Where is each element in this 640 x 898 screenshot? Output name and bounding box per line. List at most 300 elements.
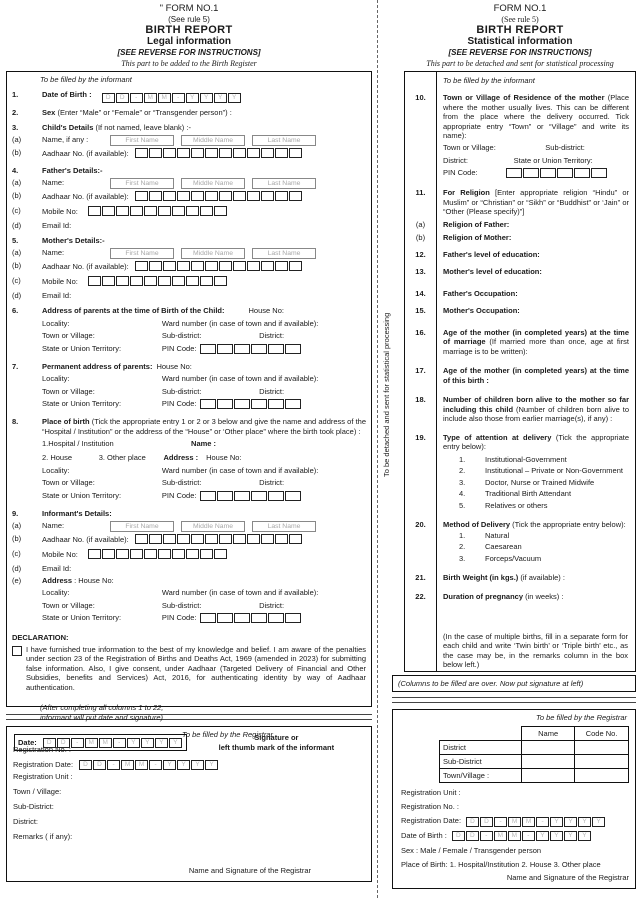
- place-option-hospital[interactable]: 1.Hospital / Institution: [42, 439, 114, 448]
- age-at-marriage-label[interactable]: Age of the mother (in completed years) at the time of marriage: [443, 327, 629, 346]
- char-box[interactable]: [177, 534, 190, 544]
- char-box[interactable]: Y: [163, 760, 176, 770]
- place-of-birth-selection-line[interactable]: Place of Birth: 1. Hospital/Institution 2. House 3. Other place: [401, 860, 601, 869]
- ward-label: Ward number (in case of town and if available):: [161, 374, 319, 383]
- mother-aadhaar-boxes[interactable]: [135, 261, 303, 274]
- pregnancy-duration-label[interactable]: Duration of pregnancy: [443, 591, 524, 601]
- form-subtitle: Statistical information: [467, 36, 573, 47]
- child-middle-name-field[interactable]: Middle Name: [181, 135, 245, 146]
- registrar-remarks-label[interactable]: Remarks ( if any):: [13, 832, 73, 841]
- char-box[interactable]: [163, 534, 176, 544]
- subdistrict-label: Sub-district:: [545, 143, 585, 152]
- children-born-label[interactable]: Number of children born alive to the mother so far including this child: [443, 395, 629, 414]
- char-box[interactable]: [149, 534, 162, 544]
- child-aadhaar-row: [12, 148, 366, 161]
- char-box[interactable]: [214, 206, 227, 216]
- char-box[interactable]: [285, 613, 301, 623]
- char-box[interactable]: -: [480, 831, 493, 841]
- char-box[interactable]: M: [135, 760, 148, 770]
- registrar-section-left: [6, 726, 372, 882]
- permanent-address-label: Permanent address of parents:: [42, 361, 153, 371]
- char-box[interactable]: [275, 534, 288, 544]
- age-at-birth-label[interactable]: Age of the mother (in completed years) at the time of this birth :: [443, 366, 629, 385]
- informant-mobile-boxes[interactable]: [88, 549, 228, 562]
- char-box[interactable]: [200, 399, 216, 409]
- sex-label: Sex: [42, 108, 56, 117]
- date-of-birth-label: Date of Birth :: [401, 830, 447, 840]
- informant-details-label: Informant's Details:: [42, 508, 112, 518]
- char-box[interactable]: [217, 344, 233, 354]
- registration-unit-label[interactable]: Registration Unit :: [13, 772, 73, 781]
- item-informant-details: [12, 509, 366, 519]
- char-box[interactable]: [268, 613, 284, 623]
- mother-middle-name-field[interactable]: Middle Name: [181, 248, 245, 259]
- form-note: This part to be detached and sent for statistical processing: [426, 59, 614, 68]
- char-box[interactable]: [247, 148, 260, 158]
- char-box[interactable]: [149, 191, 162, 201]
- date-of-birth-boxes[interactable]: [102, 92, 242, 103]
- father-middle-name-field[interactable]: Middle Name: [181, 178, 245, 189]
- option-item[interactable]: 4. Traditional Birth Attendant: [459, 489, 572, 498]
- char-box[interactable]: [158, 276, 171, 286]
- mother-mobile-boxes[interactable]: [88, 276, 228, 289]
- pin-label: PIN Code:: [161, 399, 197, 408]
- item-address-at-birth: [12, 306, 366, 357]
- char-box[interactable]: [186, 276, 199, 286]
- sub-letter: (d): [12, 563, 22, 573]
- district-name-cell[interactable]: [522, 741, 575, 755]
- registrar-signature-label[interactable]: Name and Signature of the Registrar: [506, 873, 629, 882]
- item-residence-of-mother: [405, 93, 631, 181]
- district-row-label: District: [440, 741, 522, 755]
- char-box[interactable]: -: [149, 760, 162, 770]
- item-number: 3.: [12, 123, 19, 132]
- char-box[interactable]: [251, 399, 267, 409]
- char-box[interactable]: [506, 168, 522, 178]
- declaration-checkbox[interactable]: [12, 646, 22, 656]
- char-box[interactable]: [591, 168, 607, 178]
- char-box[interactable]: [540, 168, 556, 178]
- subdistrict-name-cell[interactable]: [522, 755, 575, 769]
- item-place-of-birth: [12, 417, 366, 504]
- email-label: Email Id:: [42, 563, 72, 573]
- religion-of-mother-label[interactable]: Religion of Mother:: [443, 232, 512, 242]
- char-box[interactable]: [247, 261, 260, 271]
- residence-hint: (Place where the mother usually lives. This can be different from the place where the delivery occurred. Tick appropriate entry “Town” or “Village” and write its name):: [443, 93, 630, 140]
- char-box[interactable]: Y: [177, 760, 190, 770]
- char-box[interactable]: [247, 534, 260, 544]
- form-rule: (See rule 5): [501, 15, 539, 24]
- char-box[interactable]: [200, 276, 213, 286]
- char-box[interactable]: M: [99, 738, 112, 748]
- char-box[interactable]: [289, 534, 302, 544]
- char-box[interactable]: [219, 148, 232, 158]
- char-box[interactable]: [149, 148, 162, 158]
- char-box[interactable]: Y: [578, 831, 591, 841]
- char-box[interactable]: Y: [127, 738, 140, 748]
- district-label: District:: [443, 155, 468, 165]
- item-attention-at-delivery: [405, 433, 631, 511]
- char-box[interactable]: [233, 148, 246, 158]
- char-box[interactable]: D: [466, 831, 479, 841]
- char-box[interactable]: -: [71, 738, 84, 748]
- char-box[interactable]: [177, 191, 190, 201]
- char-box[interactable]: [172, 206, 185, 216]
- pin-code-boxes[interactable]: [200, 491, 302, 504]
- item-number: 1.: [12, 90, 19, 99]
- char-box[interactable]: [149, 261, 162, 271]
- char-box[interactable]: [88, 206, 101, 216]
- sub-letter: (a): [12, 135, 22, 144]
- char-box[interactable]: -: [494, 817, 507, 827]
- option-item[interactable]: 2. Institutional – Private or Non-Government: [459, 466, 623, 475]
- char-box[interactable]: [251, 613, 267, 623]
- char-box[interactable]: [102, 276, 115, 286]
- char-box[interactable]: [275, 191, 288, 201]
- registration-date-boxes[interactable]: [79, 759, 219, 770]
- informant-address-row: [12, 576, 366, 627]
- char-box[interactable]: M: [508, 817, 521, 827]
- char-box[interactable]: [135, 191, 148, 201]
- char-box[interactable]: -: [536, 817, 549, 827]
- char-box[interactable]: -: [113, 738, 126, 748]
- char-box[interactable]: [285, 344, 301, 354]
- char-box[interactable]: D: [79, 760, 92, 770]
- father-first-name-field[interactable]: First Name: [110, 178, 174, 189]
- char-box[interactable]: [102, 206, 115, 216]
- char-box[interactable]: [144, 206, 157, 216]
- registrar-district-label[interactable]: District:: [13, 817, 38, 826]
- char-box[interactable]: [158, 549, 171, 559]
- char-box[interactable]: Y: [550, 831, 563, 841]
- char-box[interactable]: [217, 613, 233, 623]
- char-box[interactable]: [135, 534, 148, 544]
- char-box[interactable]: [88, 276, 101, 286]
- char-box[interactable]: D: [466, 817, 479, 827]
- item-number: 16.: [415, 327, 426, 337]
- item-number: 7.: [12, 361, 19, 371]
- item-age-at-marriage: [405, 328, 631, 357]
- char-box[interactable]: [251, 491, 267, 501]
- char-box[interactable]: D: [102, 93, 115, 103]
- char-box[interactable]: D: [452, 831, 465, 841]
- name-column-header: Name: [522, 727, 575, 741]
- statistical-information-panel: [398, 3, 636, 889]
- char-box[interactable]: [172, 549, 185, 559]
- char-box[interactable]: [261, 261, 274, 271]
- char-box[interactable]: [289, 261, 302, 271]
- delivery-method-options[interactable]: [459, 531, 629, 564]
- form-note: This part to be added to the Birth Register: [121, 59, 257, 68]
- char-box[interactable]: [261, 191, 274, 201]
- char-box[interactable]: M: [121, 760, 134, 770]
- char-box[interactable]: [217, 399, 233, 409]
- char-box[interactable]: -: [130, 93, 143, 103]
- item-number: 13.: [415, 266, 426, 276]
- sub-letter: (d): [12, 221, 22, 230]
- left-form-header: [6, 3, 372, 69]
- registration-date-boxes[interactable]: [466, 816, 606, 827]
- child-last-name-field[interactable]: Last Name: [252, 135, 316, 146]
- char-box[interactable]: [214, 549, 227, 559]
- char-box[interactable]: [234, 613, 250, 623]
- char-box[interactable]: Y: [186, 93, 199, 103]
- registrar-town-label[interactable]: Town / Village:: [13, 787, 62, 796]
- address-at-birth-label: Address of parents at the time of Birth of the Child:: [42, 306, 225, 315]
- char-box[interactable]: D: [116, 93, 129, 103]
- char-box[interactable]: Y: [169, 738, 182, 748]
- locality-label: Locality:: [42, 588, 70, 597]
- sub-letter: (b): [12, 533, 22, 543]
- aadhaar-label: Aadhaar No. (if available):: [42, 192, 129, 201]
- town-name-cell[interactable]: [522, 769, 575, 783]
- option-item[interactable]: 1. Institutional-Government: [459, 454, 567, 464]
- char-box[interactable]: [233, 261, 246, 271]
- place-of-birth-hint: (Tick the appropriate entry 1 or 2 or 3 below and give the name and address of the “Hospital / Institution” or the address of the “House” or ‘Other place” where the birth took place) :: [42, 417, 366, 436]
- char-box[interactable]: [275, 261, 288, 271]
- char-box[interactable]: [205, 534, 218, 544]
- child-aadhaar-boxes[interactable]: [135, 148, 303, 161]
- char-box[interactable]: D: [57, 738, 70, 748]
- father-education-label[interactable]: Father's level of education:: [443, 249, 540, 259]
- char-box[interactable]: [144, 549, 157, 559]
- town-code-cell[interactable]: [575, 769, 629, 783]
- declaration-text: I have furnished true information to the best of my knowledge and belief. I am aware of the penalties under section 23 of the Registration of Births and Deaths Act, 1969 (amended in 2023) for submitting false information. Also, I give consent, under Aadhaar (Targeted Delivery of Financial and Other Subsidies, benefits and Services) Act, 2016, for authenticating identity by way of Aadhaar authentication.: [26, 645, 366, 692]
- char-box[interactable]: [191, 261, 204, 271]
- birth-weight-label[interactable]: Birth Weight (in kgs.): [443, 572, 519, 582]
- item-number: 2.: [12, 108, 19, 117]
- char-box[interactable]: [268, 491, 284, 501]
- char-box[interactable]: [289, 148, 302, 158]
- char-box[interactable]: -: [172, 93, 185, 103]
- char-box[interactable]: [163, 191, 176, 201]
- option-item[interactable]: 5. Relatives or others: [459, 500, 548, 510]
- religion-hint: [Enter appropriate religion “Hindu” or Muslim” or “Christian” or “Sikh” or “Buddhist” or ‘Jain” or “Other (Please specify)”]: [443, 188, 630, 216]
- item-mother-details: [12, 236, 366, 246]
- father-last-name-field[interactable]: Last Name: [252, 178, 316, 189]
- number-column-rule: [436, 72, 437, 671]
- locality-label: Locality:: [42, 465, 70, 475]
- char-box[interactable]: Y: [550, 817, 563, 827]
- informant-signature-block[interactable]: Signature or left thumb mark of the informant: [218, 733, 335, 752]
- detach-divider-line: [377, 0, 378, 898]
- char-box[interactable]: Y: [214, 93, 227, 103]
- item-number: 12.: [415, 249, 426, 259]
- child-first-name-field[interactable]: First Name: [110, 135, 174, 146]
- registrar-area-table: [439, 726, 629, 783]
- char-box[interactable]: Y: [205, 760, 218, 770]
- char-box[interactable]: D: [480, 817, 493, 827]
- char-box[interactable]: [233, 534, 246, 544]
- char-box[interactable]: [217, 491, 233, 501]
- char-box[interactable]: [219, 261, 232, 271]
- char-box[interactable]: M: [85, 738, 98, 748]
- sex-selection-line[interactable]: Sex : Male / Female / Transgender person: [401, 845, 542, 855]
- father-occupation-label[interactable]: Father's Occupation:: [443, 288, 518, 298]
- char-box[interactable]: [177, 148, 190, 158]
- pin-code-boxes[interactable]: [506, 168, 608, 181]
- date-of-birth-row: [401, 830, 629, 841]
- item-number: 15.: [415, 305, 426, 315]
- char-box[interactable]: [135, 148, 148, 158]
- char-box[interactable]: [214, 276, 227, 286]
- option-item[interactable]: 2. Caesarean: [459, 542, 522, 551]
- char-box[interactable]: M: [508, 831, 521, 841]
- char-box[interactable]: [219, 191, 232, 201]
- mother-occupation-label[interactable]: Mother's Occupation:: [443, 305, 520, 315]
- char-box[interactable]: [275, 148, 288, 158]
- pregnancy-duration-hint: (in weeks) :: [523, 591, 564, 601]
- sex-hint: (Enter “Male” or “Female” or “Transgender person”) :: [55, 108, 232, 117]
- char-box[interactable]: [200, 491, 216, 501]
- char-box[interactable]: [177, 261, 190, 271]
- registration-no-label[interactable]: Registration No. :: [401, 802, 459, 811]
- char-box[interactable]: [233, 191, 246, 201]
- subdistrict-code-cell[interactable]: [575, 755, 629, 769]
- char-box[interactable]: [289, 191, 302, 201]
- char-box[interactable]: [158, 206, 171, 216]
- char-box[interactable]: [557, 168, 573, 178]
- char-box[interactable]: [163, 261, 176, 271]
- char-box[interactable]: Y: [564, 817, 577, 827]
- item-number: 5.: [12, 236, 19, 245]
- char-box[interactable]: [200, 549, 213, 559]
- empty-header-cell: [440, 727, 522, 741]
- char-box[interactable]: M: [522, 817, 535, 827]
- char-box[interactable]: -: [107, 760, 120, 770]
- char-box[interactable]: [285, 491, 301, 501]
- char-box[interactable]: Y: [228, 93, 241, 103]
- char-box[interactable]: Y: [592, 817, 605, 827]
- informant-section-heading: To be filled by the informant: [443, 76, 535, 85]
- char-box[interactable]: D: [43, 738, 56, 748]
- char-box[interactable]: [116, 549, 129, 559]
- option-item[interactable]: 3. Doctor, Nurse or Trained Midwife: [459, 477, 595, 487]
- mother-last-name-field[interactable]: Last Name: [252, 248, 316, 259]
- char-box[interactable]: [205, 261, 218, 271]
- item-child-details: [12, 123, 366, 133]
- state-label: State or Union Territory:: [42, 613, 122, 622]
- char-box[interactable]: [247, 191, 260, 201]
- char-box[interactable]: [285, 399, 301, 409]
- char-box[interactable]: [130, 276, 143, 286]
- option-item[interactable]: 1. Natural: [459, 530, 510, 540]
- char-box[interactable]: [163, 148, 176, 158]
- char-box[interactable]: Y: [191, 760, 204, 770]
- informant-middle-name-field[interactable]: Middle Name: [181, 521, 245, 532]
- char-box[interactable]: Y: [155, 738, 168, 748]
- char-box[interactable]: [116, 276, 129, 286]
- mother-education-label[interactable]: Mother's level of education:: [443, 266, 542, 276]
- sub-letter: (b): [12, 148, 22, 157]
- registration-no-label[interactable]: Registration No. :: [13, 745, 71, 754]
- char-box[interactable]: [234, 344, 250, 354]
- registrar-signature-label[interactable]: Name and Signature of the Registrar: [188, 866, 311, 875]
- item-age-at-birth: [405, 366, 631, 385]
- char-box[interactable]: -: [522, 831, 535, 841]
- informant-aadhaar-row: [12, 534, 366, 547]
- char-box[interactable]: [523, 168, 539, 178]
- char-box[interactable]: [191, 191, 204, 201]
- char-box[interactable]: [130, 549, 143, 559]
- item-number: 10.: [415, 93, 426, 102]
- father-mobile-boxes[interactable]: [88, 206, 228, 219]
- char-box[interactable]: [268, 344, 284, 354]
- char-box[interactable]: [251, 344, 267, 354]
- informant-last-name-field[interactable]: Last Name: [252, 521, 316, 532]
- char-box[interactable]: D: [93, 760, 106, 770]
- char-box[interactable]: [186, 549, 199, 559]
- pin-code-boxes[interactable]: [200, 344, 302, 357]
- informant-email-row: [12, 564, 366, 574]
- char-box[interactable]: [261, 534, 274, 544]
- char-box[interactable]: M: [144, 93, 157, 103]
- char-box[interactable]: [116, 206, 129, 216]
- char-box[interactable]: [88, 549, 101, 559]
- char-box[interactable]: [130, 206, 143, 216]
- char-box[interactable]: [135, 261, 148, 271]
- char-box[interactable]: Y: [536, 831, 549, 841]
- registrar-subdistrict-label[interactable]: Sub-District:: [13, 802, 54, 811]
- place-option-other[interactable]: 3. Other place: [98, 453, 146, 462]
- date-of-birth-boxes[interactable]: [452, 830, 592, 841]
- father-aadhaar-boxes[interactable]: [135, 191, 303, 204]
- char-box[interactable]: Y: [578, 817, 591, 827]
- char-box[interactable]: [102, 549, 115, 559]
- char-box[interactable]: M: [158, 93, 171, 103]
- char-box[interactable]: [234, 491, 250, 501]
- mother-first-name-field[interactable]: First Name: [110, 248, 174, 259]
- religion-of-father-label[interactable]: Religion of Father:: [443, 219, 510, 229]
- char-box[interactable]: [191, 534, 204, 544]
- char-box[interactable]: [200, 206, 213, 216]
- char-box[interactable]: [144, 276, 157, 286]
- char-box[interactable]: [234, 399, 250, 409]
- place-option-house[interactable]: 2. House: [42, 453, 73, 462]
- char-box[interactable]: [172, 276, 185, 286]
- place-of-birth-label: Place of birth: [42, 417, 90, 426]
- see-reverse-note: [SEE REVERSE FOR INSTRUCTIONS]: [448, 48, 592, 57]
- char-box[interactable]: [261, 148, 274, 158]
- informant-first-name-field[interactable]: First Name: [110, 521, 174, 532]
- char-box[interactable]: M: [494, 831, 507, 841]
- religion-label: For Religion: [443, 188, 490, 197]
- char-box[interactable]: [219, 534, 232, 544]
- char-box[interactable]: [268, 399, 284, 409]
- attention-hint: (Tick the appropriate entry below):: [443, 432, 630, 451]
- registration-unit-label[interactable]: Registration Unit :: [401, 787, 461, 797]
- char-box[interactable]: [191, 148, 204, 158]
- pin-code-boxes[interactable]: [200, 613, 302, 626]
- age-at-marriage-hint: (If married more than once, age at first marriage is to be written):: [443, 337, 629, 356]
- char-box[interactable]: Y: [200, 93, 213, 103]
- pin-code-boxes[interactable]: [200, 399, 302, 412]
- informant-aadhaar-boxes[interactable]: [135, 534, 303, 547]
- district-code-cell[interactable]: [575, 741, 629, 755]
- option-item[interactable]: 3. Forceps/Vacuum: [459, 553, 542, 563]
- char-box[interactable]: [200, 613, 216, 623]
- attention-options[interactable]: [459, 455, 629, 511]
- aadhaar-label: Aadhaar No. (if available):: [42, 262, 129, 271]
- char-box[interactable]: [186, 206, 199, 216]
- child-name-row: [12, 135, 366, 146]
- char-box[interactable]: [200, 344, 216, 354]
- char-box[interactable]: [574, 168, 590, 178]
- char-box[interactable]: [205, 148, 218, 158]
- char-box[interactable]: [205, 191, 218, 201]
- char-box[interactable]: Y: [564, 831, 577, 841]
- char-box[interactable]: Y: [141, 738, 154, 748]
